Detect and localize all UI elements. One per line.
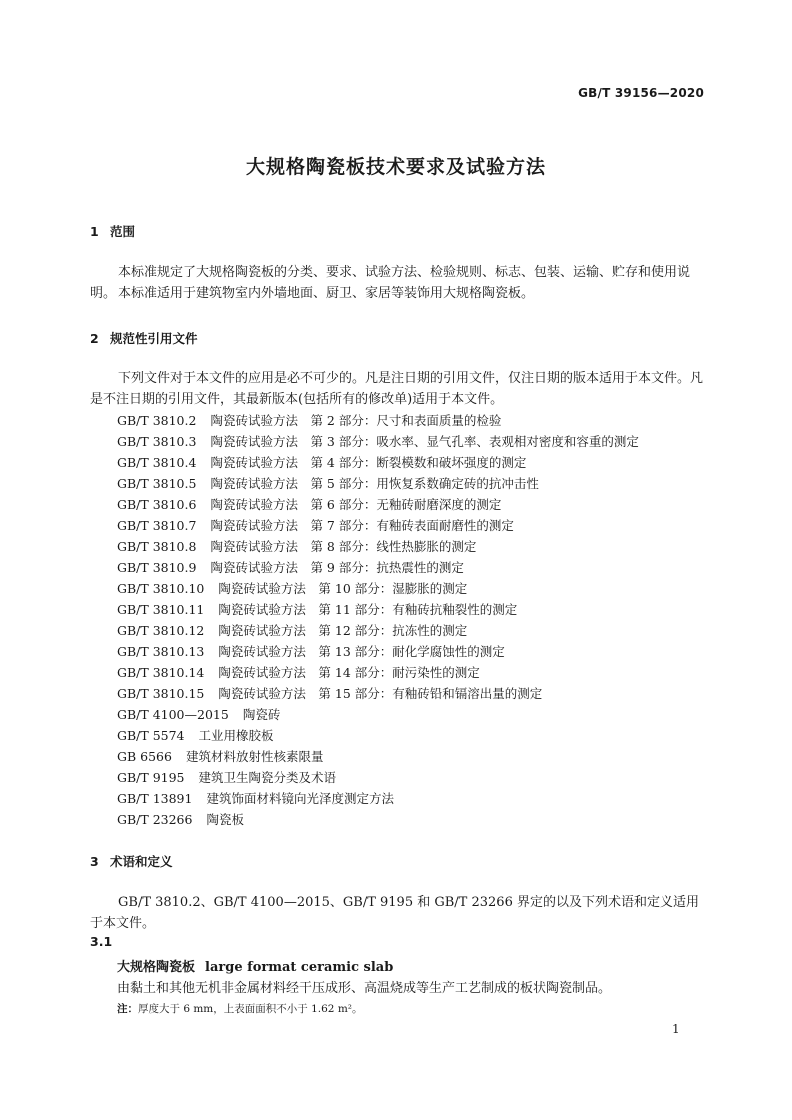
scope-paragraph-2: 本标准适用于建筑物室内外墙地面、厨卫、家居等装饰用大规格陶瓷板。 [118,286,535,301]
reference-item [117,767,639,788]
term-number: 3.1 [90,934,113,949]
reference-item [117,662,639,683]
reference-code: GB/T 13891 [117,791,193,806]
terms-intro-paragraph: GB/T 3810.2、GB/T 4100—2015、GB/T 9195 和 GB/T 23266 界定的以及下列术语和定义适用于本文件。 [90,895,699,931]
reference-title: 陶瓷砖 [242,707,281,722]
reference-list [117,410,639,830]
note-text: 厚度大于 6 mm，上表面面积不小于 1.62 m²。 [138,1003,363,1015]
reference-title: 陶瓷砖试验方法 第 4 部分：断裂模数和破坏强度的测定 [210,455,527,470]
reference-code: GB/T 3810.12 [117,623,205,638]
page-number: 1 [672,1022,680,1036]
reference-title: 陶瓷板 [206,812,244,827]
term-note [117,1001,363,1016]
reference-code: GB/T 3810.15 [117,686,205,701]
reference-title: 建筑卫生陶瓷分类及术语 [198,770,337,785]
reference-title: 陶瓷砖试验方法 第 9 部分：抗热震性的测定 [210,560,464,575]
reference-title: 建筑饰面材料镜向光泽度测定方法 [206,791,394,806]
reference-item [117,494,639,515]
normative-references-intro: 下列文件对于本文件的应用是必不可少的。凡是注日期的引用文件，仅注日期的版本适用于本文件。凡是不注日期的引用文件，其最新版本(包括所有的修改单)适用于本文件。 [90,371,704,407]
reference-code: GB/T 3810.3 [117,434,197,449]
document-title: 大规格陶瓷板技术要求及试验方法 [245,156,546,178]
section-3-heading [90,852,173,870]
reference-item [117,683,639,704]
reference-item [117,473,639,494]
reference-item [117,599,639,620]
reference-title: 工业用橡胶板 [198,728,274,743]
term-heading [117,956,393,975]
term-english: large format ceramic slab [205,960,394,975]
reference-item [117,704,639,725]
term-chinese: 大规格陶瓷板 [117,960,196,975]
reference-code: GB/T 23266 [117,812,193,827]
section-number: 2 [90,331,99,346]
reference-code: GB/T 3810.7 [117,518,197,533]
reference-title: 陶瓷砖试验方法 第 10 部分：湿膨胀的测定 [218,581,468,596]
reference-item [117,431,639,452]
reference-item [117,620,639,641]
reference-code: GB/T 5574 [117,728,185,743]
reference-item [117,410,639,431]
note-label: 注： [117,1003,138,1015]
reference-code: GB/T 3810.5 [117,476,197,491]
reference-item [117,557,639,578]
reference-title: 陶瓷砖试验方法 第 8 部分：线性热膨胀的测定 [210,539,477,554]
standard-code: GB/T 39156—2020 [578,86,704,100]
reference-code: GB/T 3810.2 [117,413,197,428]
reference-code: GB 6566 [117,749,172,764]
reference-title: 陶瓷砖试验方法 第 2 部分：尺寸和表面质量的检验 [210,413,502,428]
reference-code: GB/T 3810.10 [117,581,205,596]
reference-item [117,809,639,830]
reference-title: 陶瓷砖试验方法 第 3 部分：吸水率、显气孔率、表观相对密度和容重的测定 [210,434,639,449]
reference-code: GB/T 4100—2015 [117,707,229,722]
reference-title: 陶瓷砖试验方法 第 13 部分：耐化学腐蚀性的测定 [218,644,505,659]
reference-title: 陶瓷砖试验方法 第 15 部分：有釉砖铅和镉溶出量的测定 [218,686,543,701]
reference-item [117,536,639,557]
reference-title: 建筑材料放射性核素限量 [185,749,324,764]
section-2-heading [90,329,198,347]
reference-code: GB/T 3810.6 [117,497,197,512]
reference-code: GB/T 3810.11 [117,602,205,617]
reference-title: 陶瓷砖试验方法 第 11 部分：有釉砖抗釉裂性的测定 [218,602,518,617]
term-definition: 由黏土和其他无机非金属材料经干压成形、高温烧成等生产工艺制成的板状陶瓷制品。 [117,981,612,996]
reference-code: GB/T 3810.8 [117,539,197,554]
reference-code: GB/T 3810.14 [117,665,205,680]
reference-item [117,725,639,746]
section-title: 范围 [110,224,136,239]
reference-item [117,746,639,767]
reference-code: GB/T 3810.4 [117,455,197,470]
reference-code: GB/T 3810.13 [117,644,205,659]
reference-item [117,641,639,662]
reference-item [117,452,639,473]
section-1-heading [90,222,135,240]
reference-title: 陶瓷砖试验方法 第 14 部分：耐污染性的测定 [218,665,480,680]
section-title: 规范性引用文件 [110,331,198,346]
scope-paragraph-1: 本标准规定了大规格陶瓷板的分类、要求、试验方法、检验规则、标志、包装、运输、贮存和使用说明。 [90,265,691,301]
reference-item [117,578,639,599]
reference-code: GB/T 3810.9 [117,560,197,575]
reference-title: 陶瓷砖试验方法 第 12 部分：抗冻性的测定 [218,623,468,638]
reference-item [117,515,639,536]
reference-code: GB/T 9195 [117,770,185,785]
section-title: 术语和定义 [110,854,173,869]
reference-title: 陶瓷砖试验方法 第 7 部分：有釉砖表面耐磨性的测定 [210,518,514,533]
reference-title: 陶瓷砖试验方法 第 5 部分：用恢复系数确定砖的抗冲击性 [210,476,539,491]
section-number: 3 [90,854,99,869]
reference-title: 陶瓷砖试验方法 第 6 部分：无釉砖耐磨深度的测定 [210,497,502,512]
reference-item [117,788,639,809]
section-number: 1 [90,224,99,239]
